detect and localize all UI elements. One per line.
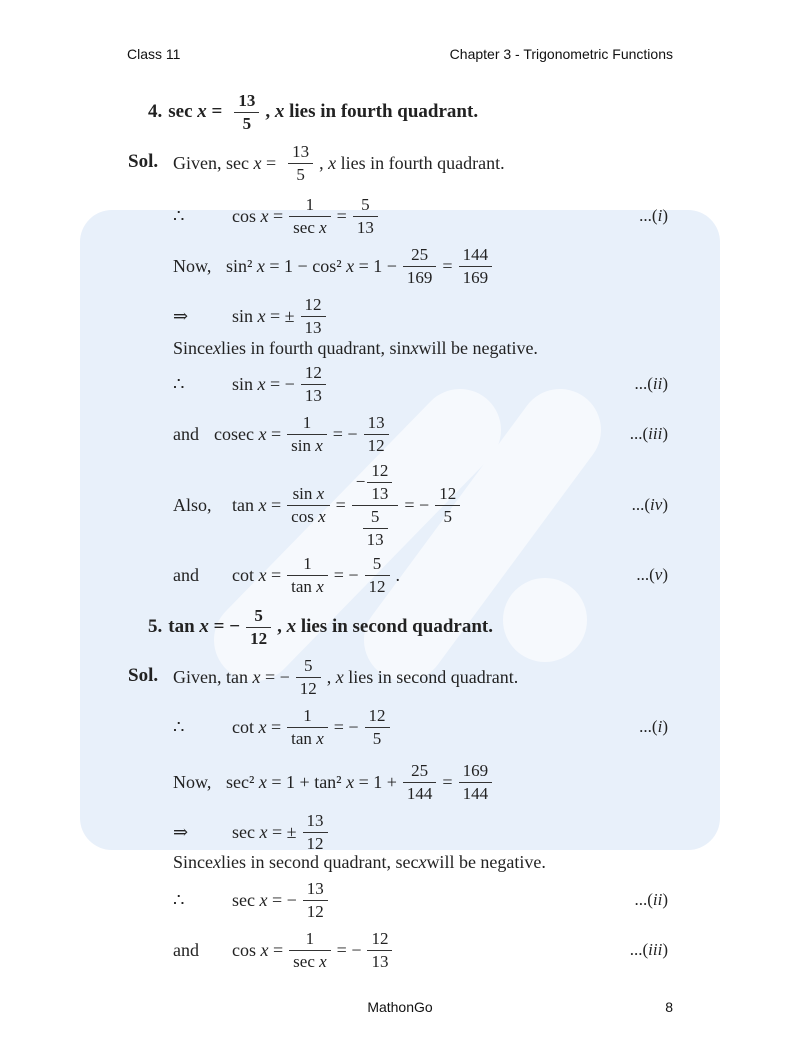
equation-tag: ...(i) [639,717,668,736]
question-number: 4. [148,101,163,122]
fraction [303,878,328,923]
expr: , x lies in fourth quadrant. [265,101,479,122]
lead: ⇒ [173,305,189,326]
numerator: 1 [287,705,328,728]
question-4 [148,87,668,137]
numerator: 1 [289,194,331,217]
numerator: 13 [288,141,313,164]
solution-line [173,409,668,459]
expr: tan x = − [168,616,241,637]
solution-line [173,241,668,291]
denominator: 144 [462,783,489,803]
denominator: 5 [242,113,252,133]
lead: Now, [173,771,212,792]
solution-line [173,359,668,409]
fraction [287,412,327,457]
denominator: 169 [406,267,433,287]
fraction [289,928,331,973]
expr: sin x = ± [232,305,295,326]
expr: cos x = [232,205,284,226]
solution-line [173,550,668,600]
solution-text: Since x lies in fourth quadrant, sin x will be negative. [173,337,538,358]
lead: ∴ [173,889,185,910]
equals: = [442,255,453,276]
numerator: 25 [403,244,437,267]
numerator: 1 [287,553,328,576]
header-chapter: Chapter 3 - Trigonometric Functions [449,46,673,62]
numerator: sin x [287,483,329,506]
expr: sec x = − [232,889,297,910]
denominator: 12 [250,628,268,648]
numerator: 12 [301,362,326,385]
lead: Also, [173,494,212,515]
equals: = [336,205,347,226]
sign: − [355,472,366,491]
numerator: 5 [296,655,321,678]
lead: ⇒ [173,821,189,842]
numerator: 13 [234,90,259,113]
equation-tag: ...(iii) [629,940,668,959]
equation-tag: ...(ii) [634,374,668,393]
expr: sec² x = 1 + tan² x = 1 + [226,771,397,792]
equals: = − [336,939,362,960]
lead: Now, [173,255,212,276]
solution-label: Sol. [128,665,159,686]
page-number: 8 [665,999,673,1015]
denominator: 13 [371,483,389,503]
denominator: 13 [304,385,322,405]
expr: cos x = [232,939,284,960]
numerator: 12 [301,294,326,317]
numerator: 12 [367,460,392,483]
numerator: 12 [365,705,390,728]
fraction [296,655,321,700]
fraction [364,412,389,457]
expr: , x lies in second quadrant. [277,616,493,637]
numerator: 5 [246,605,271,628]
denominator: 13 [371,951,389,971]
denominator: 5 [296,164,305,184]
equation-tag: ...(iv) [631,495,668,514]
numerator [352,460,399,506]
denominator [359,506,392,551]
expr: Given, sec x = [173,152,277,173]
denominator: 13 [304,317,322,337]
period: . [395,564,401,585]
fraction [435,483,460,528]
numerator: 5 [353,194,378,217]
numerator: 25 [403,760,437,783]
denominator: tan x [291,576,324,596]
expr: Given, tan x = − [173,666,290,687]
denominator: 12 [299,678,317,698]
solution-line [173,875,668,925]
solution-line [173,925,668,975]
denominator: tan x [291,728,324,748]
denominator: 12 [368,576,386,596]
numerator: 144 [459,244,493,267]
equals: = − [333,716,359,737]
denominator: 144 [406,783,433,803]
lead: and [173,939,199,960]
footer-brand: MathonGo [367,999,433,1015]
fraction [287,553,328,598]
denominator: 12 [367,435,385,455]
expr: cot x = [232,716,282,737]
fraction [365,705,390,750]
denominator: sec x [293,217,327,237]
fraction [367,928,392,973]
fraction [246,605,271,650]
lead: ∴ [173,205,185,226]
given-line [173,652,668,702]
fraction [301,362,326,407]
equation-tag: ...(i) [639,206,668,225]
fraction [288,141,313,186]
denominator: 12 [306,833,324,853]
expr: cot x = [232,564,282,585]
question-number: 5. [148,616,163,637]
fraction [353,194,378,239]
fraction [403,760,437,805]
lead: ∴ [173,373,185,394]
equation-tag: ...(ii) [634,890,668,909]
numerator: 12 [435,483,460,506]
equation-tag: ...(iii) [629,424,668,443]
denominator: cos x [291,506,326,526]
numerator: 5 [363,506,388,529]
expr: sin x = − [232,373,295,394]
numerator: 13 [303,810,328,833]
equals: = [442,771,453,792]
question-5 [148,602,668,652]
solution-label: Sol. [128,151,159,172]
expr: , x lies in fourth quadrant. [319,152,505,173]
numerator: 1 [289,928,331,951]
expr: , x lies in second quadrant. [326,666,519,687]
numerator: 1 [287,412,327,435]
solution-line [173,460,668,549]
numerator: 5 [365,553,390,576]
fraction [363,506,388,551]
denominator: sin x [291,435,323,455]
expr: sec x = [168,101,223,122]
fraction [289,194,331,239]
fraction [287,483,329,528]
denominator: 5 [372,728,382,748]
numerator: 12 [367,928,392,951]
denominator: 12 [306,901,324,921]
expr: tan x = [232,494,282,515]
denominator: 169 [462,267,489,287]
expr: sec x = ± [232,821,297,842]
fraction [365,553,390,598]
fraction [367,460,392,505]
complex-fraction [352,460,399,551]
fraction [459,760,493,805]
denominator: sec x [293,951,327,971]
denominator: 13 [356,217,374,237]
solution-line [173,757,668,807]
lead: and [173,564,199,585]
expr: cosec x = [214,423,282,444]
equation-tag: ...(v) [636,565,668,584]
expr: sin² x = 1 − cos² x = 1 − [226,255,397,276]
numerator: 13 [364,412,389,435]
solution-line [173,702,668,752]
header-class: Class 11 [127,46,181,62]
numerator: 13 [303,878,328,901]
equals: = − [332,423,358,444]
equals: = [335,494,346,515]
solution-text: Since x lies in second quadrant, sec x will be negative. [173,851,546,872]
equals: = − [404,494,430,515]
lead: ∴ [173,716,185,737]
denominator: 5 [443,506,452,526]
numerator: 169 [459,760,493,783]
fraction [403,244,437,289]
equals: = − [333,564,359,585]
fraction [287,705,328,750]
fraction [459,244,493,289]
solution-line [173,191,668,241]
given-line [173,138,668,188]
denominator: 13 [366,529,384,549]
fraction [234,90,259,135]
lead: and [173,423,199,444]
